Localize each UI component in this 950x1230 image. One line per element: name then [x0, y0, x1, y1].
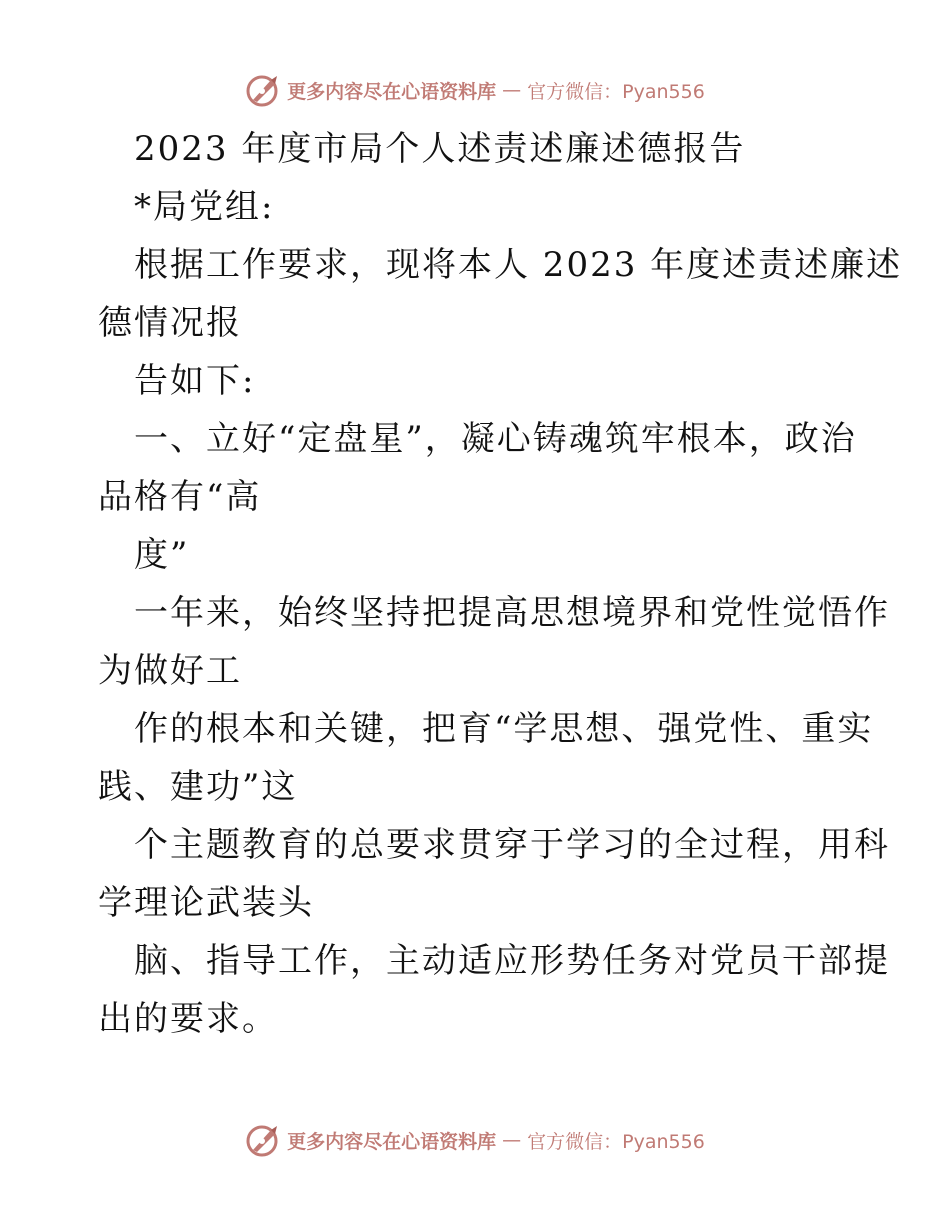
- watermark-dash: —: [502, 79, 522, 101]
- header-watermark: [0, 70, 950, 110]
- document-line: 脑、指导工作，主动适应形势任务对党员干部提: [134, 941, 890, 981]
- document-line: 学理论武装头: [98, 883, 314, 923]
- document-line: 品格有“高: [98, 477, 262, 517]
- document-line: 为做好工: [98, 651, 242, 691]
- document-line: 2023 年度市局个人述责述廉述德报告: [134, 129, 746, 169]
- footer-watermark: [0, 1120, 950, 1160]
- document-line: 德情况报: [98, 303, 242, 343]
- document-body: [98, 120, 903, 1048]
- document-line: 一、立好“定盘星”，凝心铸魂筑牢根本，政治: [134, 419, 857, 459]
- document-line: *局党组:: [134, 187, 275, 227]
- document-line: 一年来，始终坚持把提高思想境界和党性觉悟作: [134, 593, 890, 633]
- pen-nib-icon: [245, 1122, 281, 1158]
- document-line: 作的根本和关键，把育“学思想、强党性、重实: [134, 709, 874, 749]
- pen-nib-icon: [245, 72, 281, 108]
- document-line: 根据工作要求，现将本人 2023 年度述责述廉述: [134, 245, 903, 285]
- document-line: 度”: [134, 535, 190, 575]
- document-line: 出的要求。: [98, 999, 278, 1039]
- document-line: 告如下:: [134, 361, 256, 401]
- watermark-dash: —: [502, 1129, 522, 1151]
- document-line: 个主题教育的总要求贯穿于学习的全过程，用科: [134, 825, 890, 865]
- watermark-contact: 官方微信：Pyan556: [527, 1130, 705, 1153]
- watermark-contact: 官方微信：Pyan556: [527, 80, 705, 103]
- watermark-text: 更多内容尽在心语资料库: [287, 1130, 497, 1153]
- watermark-text: 更多内容尽在心语资料库: [287, 80, 497, 103]
- document-line: 践、建功”这: [98, 767, 298, 807]
